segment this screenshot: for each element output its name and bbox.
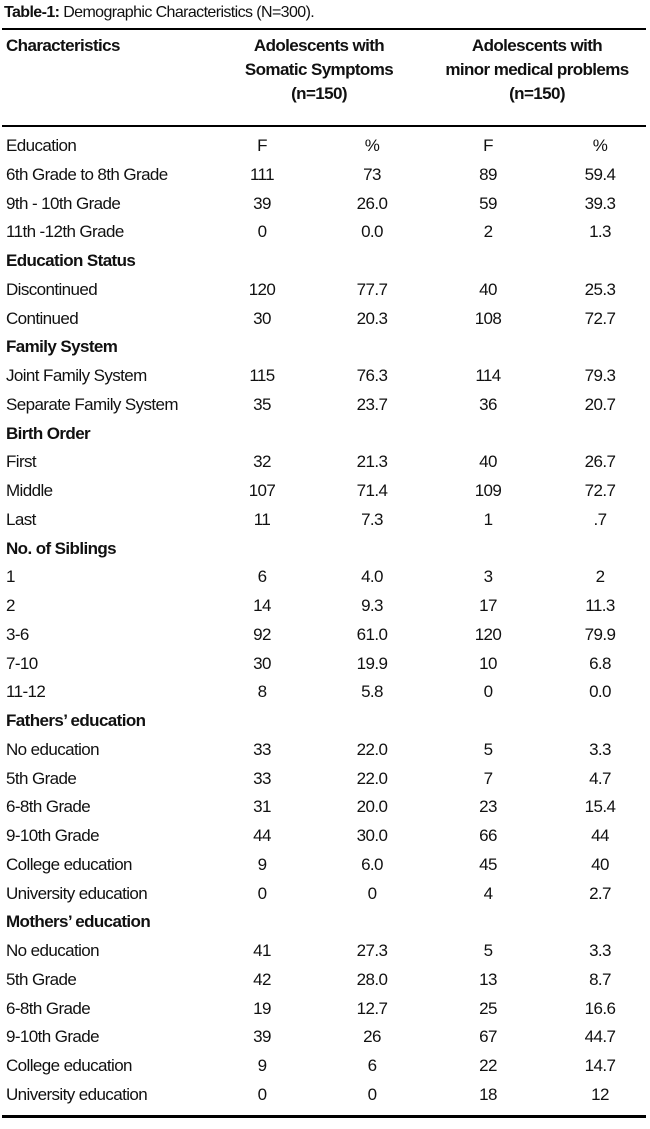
- medical-percent-cell: 26.7: [584, 452, 616, 472]
- table-row: [0, 621, 650, 650]
- somatic-percent-cell: 9.3: [361, 596, 383, 615]
- row-label: 11-12: [6, 682, 46, 702]
- header-medical-line-1: Adolescents with: [471, 36, 603, 55]
- section-header-row: [0, 908, 650, 937]
- section-header-row: [0, 420, 650, 449]
- header-somatic-line-3: (n=150): [291, 84, 347, 103]
- medical-percent-cell: 4.7: [589, 768, 611, 788]
- table-row: [0, 995, 650, 1024]
- somatic-frequency-cell: 92: [253, 624, 271, 644]
- medical-frequency-cell: 40: [479, 452, 497, 472]
- table-row: [0, 563, 650, 592]
- medical-percent-cell: 79.3: [584, 366, 616, 385]
- medical-percent-cell: 3.3: [589, 739, 611, 759]
- somatic-frequency-cell: 32: [253, 452, 271, 472]
- section-label: Family System: [6, 337, 118, 357]
- medical-percent-cell: 39.3: [584, 193, 616, 213]
- table-caption: [4, 4, 314, 22]
- row-label: 2: [6, 596, 15, 615]
- row-label: 11th -12th Grade: [6, 222, 124, 242]
- table-row: [0, 678, 650, 707]
- medical-percent-cell: 72.7: [584, 308, 616, 328]
- table-row: [0, 477, 650, 506]
- table-row: [0, 1052, 650, 1081]
- section-header-row: [0, 707, 650, 736]
- row-label: No education: [6, 941, 99, 960]
- medical-percent-cell: 14.7: [584, 1056, 616, 1075]
- row-label: First: [6, 452, 37, 472]
- medical-frequency-cell: 10: [479, 653, 497, 673]
- medical-percent-cell: 12: [591, 1084, 609, 1104]
- somatic-percent-cell: 71.4: [356, 481, 388, 500]
- somatic-percent-cell: 0: [367, 883, 377, 903]
- header-somatic-line-1: Adolescents with: [253, 36, 385, 55]
- somatic-percent-cell: 4.0: [361, 567, 383, 587]
- medical-frequency-cell: 7: [483, 768, 493, 788]
- table-row: [0, 851, 650, 880]
- header-characteristics: Characteristics: [6, 36, 120, 55]
- medical-frequency-cell: 3: [483, 567, 493, 587]
- row-label: No education: [6, 739, 99, 759]
- somatic-percent-cell: 20.0: [356, 797, 388, 817]
- row-label: 7-10: [6, 653, 38, 673]
- table-title: Demographic Characteristics (N=300).: [59, 4, 315, 21]
- somatic-frequency-cell: 111: [249, 164, 275, 184]
- somatic-frequency-cell: 41: [253, 941, 271, 960]
- somatic-percent-cell: 19.9: [356, 653, 388, 673]
- row-label: Middle: [6, 481, 53, 500]
- somatic-frequency-cell: 0: [257, 1084, 267, 1104]
- somatic-percent-cell: 23.7: [356, 394, 388, 414]
- medical-frequency-cell: 23: [479, 797, 497, 817]
- somatic-frequency-cell: 14: [253, 596, 271, 615]
- table-row: [0, 1023, 650, 1052]
- medical-percent-cell: 6.8: [589, 653, 611, 673]
- row-label: Joint Family System: [6, 366, 147, 385]
- somatic-frequency-cell: 30: [253, 308, 271, 328]
- medical-frequency-cell: 5: [483, 739, 493, 759]
- row-label: 9-10th Grade: [6, 1027, 99, 1047]
- somatic-frequency-cell: 107: [248, 481, 276, 500]
- medical-percent-cell: 2: [595, 567, 605, 587]
- somatic-frequency-cell: 35: [253, 394, 271, 414]
- table-row: [0, 765, 650, 794]
- medical-percent-cell: 15.4: [584, 797, 616, 817]
- table-row: [0, 880, 650, 909]
- section-label: Birth Order: [6, 423, 91, 443]
- somatic-frequency-cell: 30: [253, 653, 271, 673]
- somatic-frequency-cell: 31: [253, 797, 271, 817]
- table-body: [0, 132, 650, 1110]
- somatic-percent-cell: 12.7: [356, 998, 388, 1018]
- row-label: Education: [6, 136, 77, 155]
- section-header-row: [0, 333, 650, 362]
- medical-frequency-cell: F: [483, 136, 493, 155]
- somatic-percent-cell: 0.0: [361, 222, 383, 242]
- medical-frequency-cell: 59: [479, 193, 497, 213]
- row-label: 6th Grade to 8th Grade: [6, 164, 168, 184]
- table-row: [0, 650, 650, 679]
- medical-percent-cell: 44.7: [584, 1027, 616, 1047]
- medical-frequency-cell: 66: [479, 826, 497, 845]
- section-header-row: [0, 247, 650, 276]
- row-label: University education: [6, 1084, 148, 1104]
- section-header-row: [0, 535, 650, 564]
- table-row: [0, 448, 650, 477]
- medical-frequency-cell: 40: [479, 279, 497, 299]
- medical-frequency-cell: 67: [479, 1027, 497, 1047]
- somatic-frequency-cell: 19: [253, 998, 271, 1018]
- medical-frequency-cell: 120: [474, 624, 502, 644]
- medical-frequency-cell: 109: [474, 481, 502, 500]
- medical-percent-cell: 16.6: [584, 998, 616, 1018]
- somatic-frequency-cell: 0: [257, 222, 267, 242]
- somatic-percent-cell: 73: [363, 164, 381, 184]
- table-row: [0, 362, 650, 391]
- section-label: Fathers’ education: [6, 711, 146, 730]
- somatic-percent-cell: 76.3: [356, 366, 388, 385]
- somatic-percent-cell: 20.3: [356, 308, 388, 328]
- somatic-frequency-cell: 11: [253, 509, 271, 529]
- somatic-frequency-cell: 9: [257, 854, 267, 874]
- somatic-frequency-cell: 39: [253, 193, 271, 213]
- medical-frequency-cell: 4: [483, 883, 493, 903]
- header-medical-line-2: minor medical problems: [445, 60, 629, 79]
- header-somatic-group: [226, 34, 412, 106]
- table-row: [0, 1081, 650, 1110]
- table-row: [0, 506, 650, 535]
- medical-frequency-cell: 89: [479, 164, 497, 184]
- somatic-frequency-cell: 42: [253, 969, 271, 989]
- table-row: [0, 793, 650, 822]
- medical-frequency-cell: 2: [483, 222, 493, 242]
- table-row: [0, 132, 650, 161]
- medical-frequency-cell: 13: [479, 969, 497, 989]
- section-label: Education Status: [6, 251, 136, 270]
- somatic-percent-cell: 61.0: [356, 624, 388, 644]
- medical-percent-cell: .7: [593, 509, 607, 529]
- medical-frequency-cell: 36: [479, 394, 497, 414]
- header-medical-group: [426, 34, 648, 106]
- somatic-percent-cell: 21.3: [356, 452, 388, 472]
- somatic-frequency-cell: 39: [253, 1027, 271, 1047]
- somatic-percent-cell: 6: [367, 1056, 377, 1075]
- medical-frequency-cell: 0: [483, 682, 493, 702]
- somatic-percent-cell: 0: [367, 1084, 377, 1104]
- row-label: 6-8th Grade: [6, 797, 91, 817]
- somatic-frequency-cell: 0: [257, 883, 267, 903]
- medical-percent-cell: 72.7: [584, 481, 616, 500]
- row-label: 3-6: [6, 624, 29, 644]
- section-label: Mothers’ education: [6, 912, 151, 932]
- medical-frequency-cell: 45: [479, 854, 497, 874]
- table-row: [0, 276, 650, 305]
- row-label: Continued: [6, 308, 79, 328]
- medical-frequency-cell: 1: [483, 509, 493, 529]
- medical-frequency-cell: 22: [479, 1056, 497, 1075]
- medical-percent-cell: %: [592, 136, 608, 155]
- somatic-percent-cell: 30.0: [356, 826, 388, 845]
- row-label: College education: [6, 854, 132, 874]
- row-label: 1: [6, 567, 15, 587]
- row-label: Separate Family System: [6, 394, 178, 414]
- somatic-frequency-cell: 33: [253, 768, 271, 788]
- medical-percent-cell: 8.7: [589, 969, 611, 989]
- top-rule: [2, 28, 646, 30]
- medical-frequency-cell: 17: [479, 596, 497, 615]
- row-label: 6-8th Grade: [6, 998, 91, 1018]
- somatic-frequency-cell: 115: [249, 366, 275, 385]
- somatic-frequency-cell: 8: [257, 682, 267, 702]
- medical-frequency-cell: 108: [474, 308, 502, 328]
- somatic-frequency-cell: 33: [253, 739, 271, 759]
- table-row: [0, 305, 650, 334]
- somatic-frequency-cell: F: [257, 136, 267, 155]
- header-medical-line-3: (n=150): [509, 84, 565, 103]
- somatic-percent-cell: 7.3: [361, 509, 383, 529]
- medical-percent-cell: 20.7: [584, 394, 616, 414]
- somatic-percent-cell: 77.7: [356, 279, 388, 299]
- somatic-percent-cell: 22.0: [356, 768, 388, 788]
- section-label: No. of Siblings: [6, 538, 116, 558]
- medical-percent-cell: 0.0: [589, 682, 611, 702]
- somatic-percent-cell: %: [364, 136, 380, 155]
- somatic-percent-cell: 26.0: [356, 193, 388, 213]
- medical-frequency-cell: 18: [479, 1084, 497, 1104]
- medical-percent-cell: 25.3: [584, 279, 616, 299]
- medical-percent-cell: 40: [591, 854, 609, 874]
- header-somatic-line-2: Somatic Symptoms: [244, 60, 394, 79]
- table-row: [0, 391, 650, 420]
- table-number: Table-1:: [4, 4, 60, 21]
- medical-percent-cell: 1.3: [589, 222, 611, 242]
- medical-percent-cell: 3.3: [589, 941, 611, 960]
- row-label: 5th Grade: [6, 969, 77, 989]
- somatic-percent-cell: 6.0: [361, 854, 383, 874]
- somatic-percent-cell: 26: [363, 1027, 381, 1047]
- row-label: College education: [6, 1056, 132, 1075]
- row-label: 9th - 10th Grade: [6, 193, 121, 213]
- somatic-percent-cell: 27.3: [356, 941, 388, 960]
- table-row: [0, 592, 650, 621]
- table-row: [0, 190, 650, 219]
- table-row: [0, 966, 650, 995]
- table-row: [0, 161, 650, 190]
- row-label: Discontinued: [6, 279, 98, 299]
- row-label: 9-10th Grade: [6, 826, 99, 845]
- row-label: Last: [6, 509, 36, 529]
- medical-percent-cell: 2.7: [589, 883, 611, 903]
- table-row: [0, 822, 650, 851]
- table-row: [0, 736, 650, 765]
- somatic-frequency-cell: 44: [253, 826, 271, 845]
- somatic-percent-cell: 28.0: [356, 969, 388, 989]
- table-row: [0, 218, 650, 247]
- medical-frequency-cell: 25: [479, 998, 497, 1018]
- row-label: 5th Grade: [6, 768, 77, 788]
- medical-percent-cell: 59.4: [584, 164, 616, 184]
- somatic-frequency-cell: 9: [257, 1056, 267, 1075]
- table-row: [0, 937, 650, 966]
- medical-frequency-cell: 5: [483, 941, 493, 960]
- medical-percent-cell: 79.9: [584, 624, 616, 644]
- bottom-rule: [2, 1115, 646, 1118]
- somatic-percent-cell: 22.0: [356, 739, 388, 759]
- header-rule: [2, 125, 646, 127]
- row-label: University education: [6, 883, 148, 903]
- medical-percent-cell: 44: [591, 826, 609, 845]
- somatic-percent-cell: 5.8: [361, 682, 383, 702]
- somatic-frequency-cell: 6: [257, 567, 267, 587]
- somatic-frequency-cell: 120: [248, 279, 276, 299]
- medical-frequency-cell: 114: [475, 366, 501, 385]
- medical-percent-cell: 11.3: [585, 596, 615, 615]
